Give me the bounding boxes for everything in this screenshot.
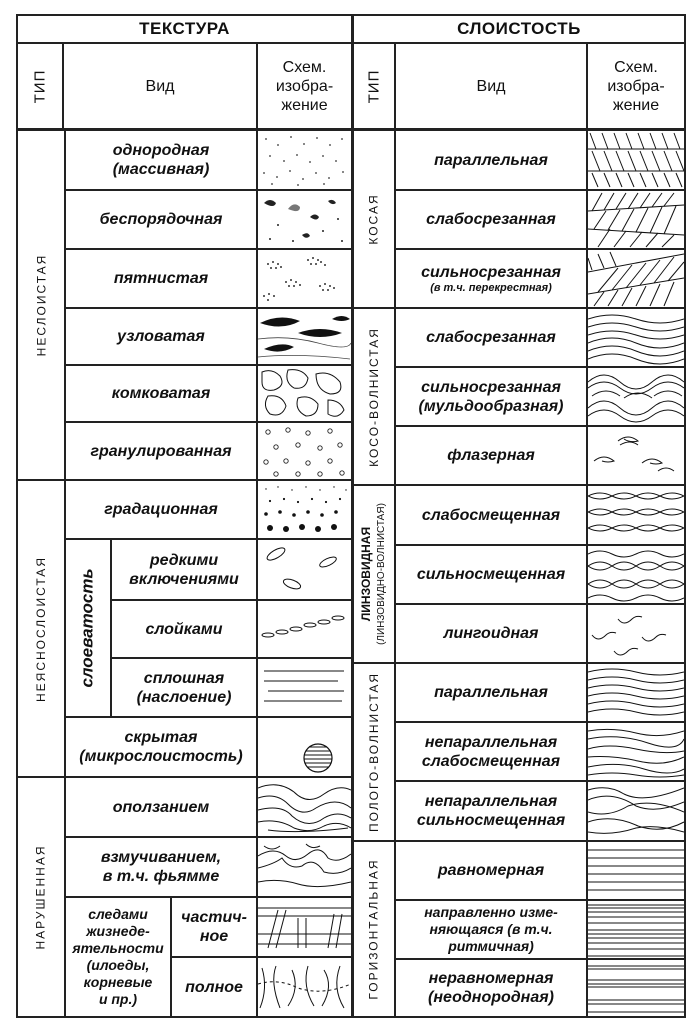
kind-turbation: взмучиванием, в т.ч. фьямме — [100, 849, 222, 885]
scheme-homogeneous — [258, 131, 351, 189]
type-oblique-wavy: КОСО-ВОЛНИСТАЯ — [367, 326, 382, 467]
kind-disordered: беспорядочная — [99, 211, 223, 228]
type-oblique: КОСАЯ — [367, 193, 382, 245]
texture-kind-header: Вид — [145, 77, 175, 95]
scheme-rare-inclusions — [258, 540, 351, 599]
kind-nodular: узловатая — [117, 328, 205, 345]
scheme-parallel-oblique — [588, 131, 684, 189]
kind-nonparallel-weak: непараллельная слабосмещенная — [421, 733, 561, 770]
kind-layeredness: слоеватость — [78, 568, 97, 688]
scheme-turbation — [258, 838, 351, 896]
kind-landslide: оползанием — [112, 798, 210, 816]
texture-title: ТЕКСТУРА — [139, 19, 230, 38]
scheme-lingoid — [588, 605, 684, 662]
scheme-strongly-offset — [588, 546, 684, 603]
scheme-bio-full — [258, 958, 351, 1016]
type-disturbed: НАРУШЕННАЯ — [34, 844, 49, 950]
kind-gradational: градационная — [104, 501, 218, 518]
scheme-lumpy — [258, 366, 351, 421]
scheme-weakly-cut-wavy — [588, 309, 684, 366]
kind-continuous: сплошная (наслоение) — [136, 669, 232, 706]
layering-scheme-header: Схем. изобра- жение — [607, 58, 665, 114]
scheme-spotted — [258, 250, 351, 307]
type-horizontal: ГОРИЗОНТАЛЬНАЯ — [367, 858, 381, 1000]
kind-strongly-cut-wavy: сильносрезанная (мульдообразная) — [418, 378, 564, 415]
kind-strongly-offset: сильносмещенная — [416, 566, 566, 583]
kind-weakly-cut-oblique: слабосрезанная — [426, 211, 556, 228]
scheme-disordered — [258, 191, 351, 248]
kind-nonparallel-strong: непараллельная сильносмещенная — [416, 793, 566, 829]
kind-uniform: равномерная — [437, 862, 545, 879]
scheme-directional — [588, 901, 684, 958]
scheme-nonparallel-weak — [588, 723, 684, 780]
kind-parallel-oblique: параллельная — [434, 151, 548, 169]
scheme-gradational — [258, 481, 351, 538]
texture-type-header: ТИП — [31, 69, 49, 103]
kind-parallel-wavy: параллельная — [434, 684, 548, 701]
kind-lingoid: лингоидная — [443, 625, 539, 642]
kind-weakly-offset: слабосмещенная — [421, 506, 561, 524]
scheme-weakly-offset — [588, 486, 684, 544]
kind-directional: направленно изме- няющаяся (в т.ч. ритмичная) — [424, 904, 558, 954]
layering-type-header: ТИП — [365, 69, 383, 103]
scheme-nonuniform — [588, 960, 684, 1016]
type-nonlayered: НЕСЛОИСТАЯ — [34, 253, 49, 357]
scheme-nodular — [258, 309, 351, 364]
scheme-continuous — [258, 659, 351, 716]
scheme-strongly-cut-wavy — [588, 368, 684, 425]
scheme-granulated — [258, 423, 351, 479]
scheme-hidden — [258, 718, 351, 776]
kind-homogeneous: однородная (массивная) — [112, 142, 210, 178]
kind-hidden: скрытая (микрослоистость) — [79, 729, 243, 765]
type-lenticular: ЛИНЗОВИДНАЯ (ЛИНЗОВИДНО-ВОЛНИСТАЯ) — [359, 503, 387, 645]
scheme-strongly-cut-oblique — [588, 250, 684, 307]
scheme-uniform — [588, 842, 684, 899]
type-indistinct: НЕЯСНОСЛОИСТАЯ — [34, 555, 49, 702]
kind-flaser: флазерная — [447, 447, 535, 464]
layering-title: СЛОИСТОСТЬ — [457, 19, 581, 38]
texture-scheme-header: Схем. изобра- жение — [275, 58, 334, 114]
kind-spotted: пятнистая — [113, 270, 209, 287]
kind-partial: частич- ное — [181, 909, 247, 945]
scheme-flaser — [588, 427, 684, 484]
kind-strongly-cut-oblique: сильносрезанная (в т.ч. перекрестная) — [421, 264, 561, 294]
kind-lumpy: комковатая — [111, 385, 211, 402]
kind-bio-traces: следами жизнеде- ятельности (илоеды, корневые и пр.) — [72, 906, 164, 1007]
kind-lenses: слойками — [145, 620, 223, 638]
scheme-landslide — [258, 778, 351, 836]
scheme-bio-partial — [258, 898, 351, 956]
scheme-parallel-wavy — [588, 664, 684, 721]
scheme-lenses — [258, 601, 351, 657]
kind-nonuniform: неравномерная (неоднородная) — [428, 970, 554, 1006]
kind-granulated: гранулированная — [90, 442, 232, 460]
kind-full: полное — [185, 978, 243, 996]
kind-rare-inclusions: редкими включениями — [129, 551, 239, 588]
scheme-nonparallel-strong — [588, 782, 684, 840]
type-gently-wavy: ПОЛОГО-ВОЛНИСТАЯ — [367, 671, 381, 833]
layering-kind-header: Вид — [476, 77, 506, 95]
kind-weakly-cut-wavy: слабосрезанная — [426, 329, 556, 346]
scheme-weakly-cut-oblique — [588, 191, 684, 248]
